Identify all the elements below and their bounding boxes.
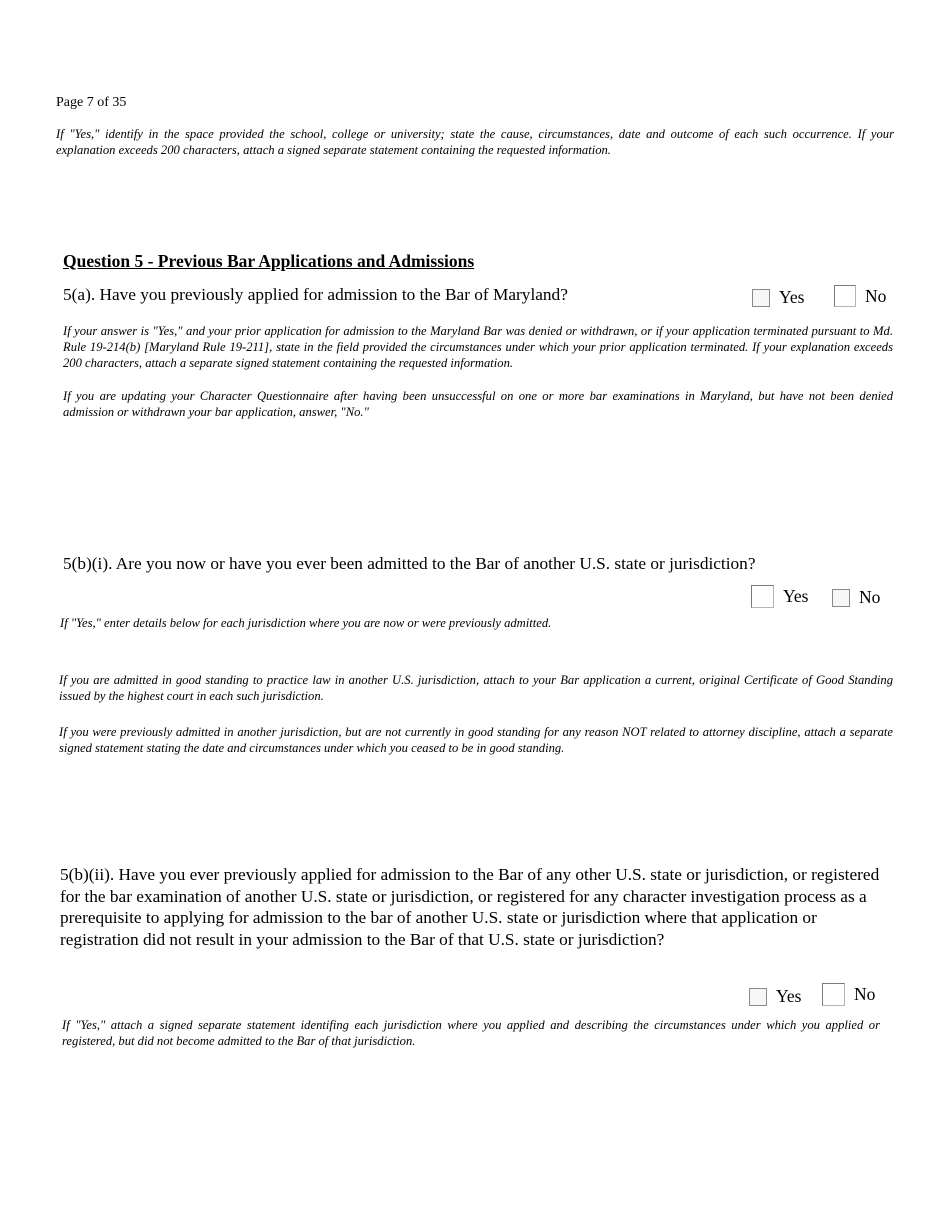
question-5bi-note-3: If you were previously admitted in another jurisdiction, but are not currently in good standing for any reason NOT related to attorney discipline, attach a separate signed statement stating the date and circumstances under which you ceased to be in good standing. — [59, 725, 893, 756]
question-5bi-note-2: If you are admitted in good standing to practice law in another U.S. jurisdiction, attach to your Bar application a current, original Certificate of Good Standing issued by the highest court in each such jurisdiction. — [59, 673, 893, 704]
question-5a-yes-checkbox[interactable] — [752, 289, 770, 307]
question-5a-no-checkbox[interactable] — [834, 285, 856, 307]
question-5bi-text: 5(b)(i). Are you now or have you ever been admitted to the Bar of another U.S. state or jurisdiction? — [63, 554, 756, 573]
question-5bii-yes-label: Yes — [776, 986, 802, 1006]
question-5a-note-2: If you are updating your Character Questionnaire after having been unsuccessful on one or more bar examinations in Maryland, but have not been denied admission or withdrawn your bar application, answer, "No." — [63, 389, 893, 420]
question-5bii-yes-option[interactable] — [749, 986, 801, 1007]
page-number: Page 7 of 35 — [56, 95, 127, 110]
question-5a-no-label: No — [865, 285, 887, 306]
question-5bi-yes-option[interactable] — [751, 585, 808, 608]
question-5bi-yes-checkbox[interactable] — [751, 585, 774, 608]
question-5a-yes-label: Yes — [779, 287, 805, 307]
question-5bi-no-checkbox[interactable] — [832, 589, 850, 607]
question-5bii-text: 5(b)(ii). Have you ever previously applied for admission to the Bar of any other U.S. state or jurisdiction, or registered for the bar examination of another U.S. state or jurisdiction, or registered for any character investigation process as a prerequisite to applying for admission to the bar of another U.S. state or jurisdiction where that application or registration did not result in your admission to the Bar of that U.S. state or jurisdiction? — [60, 865, 880, 949]
section-title: Question 5 - Previous Bar Applications and Admissions — [63, 251, 475, 271]
question-5bi-yes-label: Yes — [783, 586, 809, 606]
question-5a-no-option[interactable] — [834, 285, 886, 307]
question-5bii-no-label: No — [854, 984, 876, 1004]
question-5bii-no-option[interactable] — [822, 983, 875, 1006]
question-5bii-no-checkbox[interactable] — [822, 983, 845, 1006]
prior-question-note: If "Yes," identify in the space provided the school, college or university; state the cause, circumstances, date and outcome of each such occurrence. If your explanation exceeds 200 characters, attach a signed separate statement containing the requested information. — [56, 127, 894, 158]
question-5bii-note-1: If "Yes," attach a signed separate statement identifing each jurisdiction where you applied and describing the circumstances under which you applied or registered, but did not become admitted to the Bar of that jurisdiction. — [62, 1018, 880, 1049]
question-5bi-no-option[interactable] — [832, 587, 880, 608]
question-5bi-no-label: No — [859, 587, 881, 607]
question-5a-note-1: If your answer is "Yes," and your prior application for admission to the Maryland Bar was denied or withdrawn, or if your application terminated pursuant to Md. Rule 19-214(b) [Maryland Rule 19-211], state in the field provided the circumstances under which your prior application terminated. If your explanation exceeds 200 characters, attach a separate signed statement containing the requested information. — [63, 324, 893, 371]
question-5bi-note-1: If "Yes," enter details below for each jurisdiction where you are now or were previously admitted. — [60, 616, 552, 630]
question-5a-yes-option[interactable] — [752, 287, 804, 308]
question-5bii-yes-checkbox[interactable] — [749, 988, 767, 1006]
question-5a-text: 5(a). Have you previously applied for admission to the Bar of Maryland? — [63, 285, 568, 304]
